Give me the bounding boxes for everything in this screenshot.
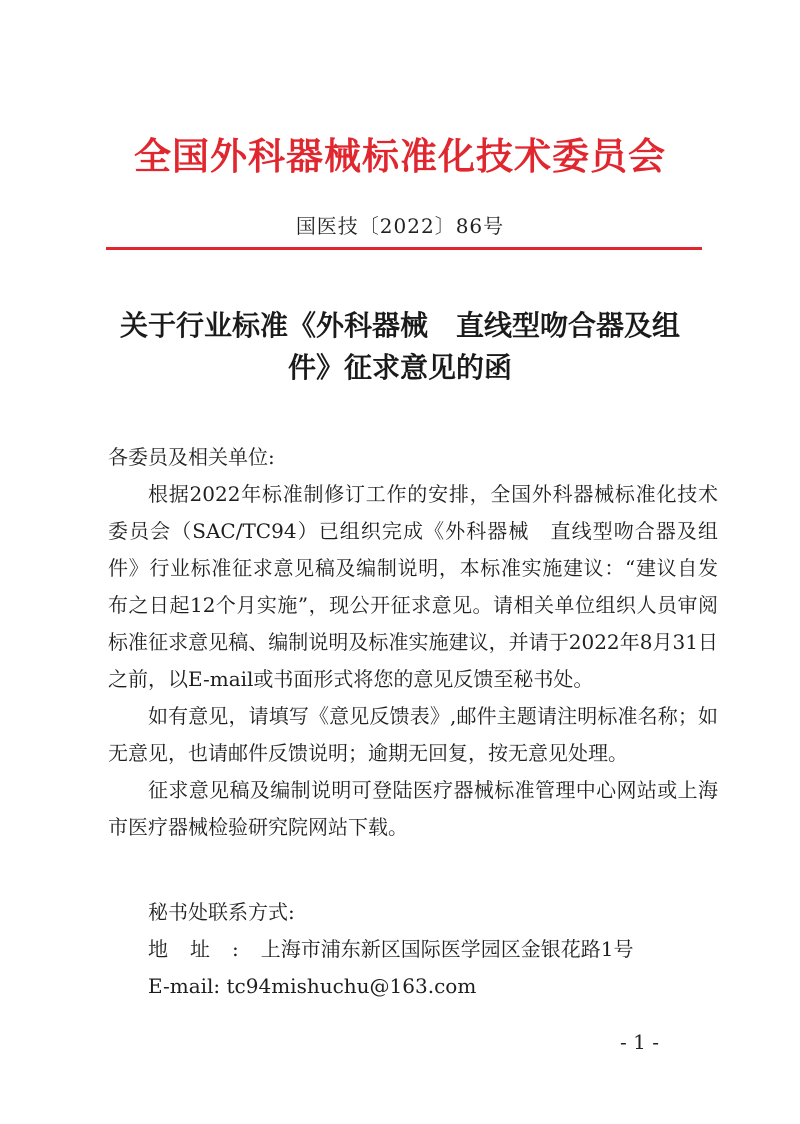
email-label: E-mail: [148, 974, 221, 998]
contact-address [148, 931, 728, 968]
email-value: tc94mishuchu@163.com [226, 974, 477, 998]
contact-email [148, 968, 728, 1005]
letter-body [108, 439, 718, 846]
salutation: 各委员及相关单位: [108, 445, 275, 469]
document-title-line-1: 关于行业标准《外科器械 直线型吻合器及组 [119, 309, 680, 342]
contact-heading: 秘书处联系方式: [148, 900, 295, 924]
document-title-line-2: 件》征求意见的函 [287, 351, 512, 384]
body-paragraph-3: 征求意见稿及编制说明可登陆医疗器械标准管理中心网站或上海市医疗器械检验研究院网站下载。 [108, 778, 718, 839]
document-number: 国医技〔2022〕86号 [295, 214, 505, 238]
issuing-organization-title: 全国外科器械标准化技术委员会 [134, 134, 666, 178]
red-separator-line [106, 247, 702, 250]
body-paragraph-2: 如有意见，请填写《意见反馈表》,邮件主题请注明标准名称；如无意见，也请邮件反馈说明；逾期无回复，按无意见处理。 [108, 704, 718, 765]
document-title [95, 305, 705, 389]
secretariat-contact [148, 894, 728, 1005]
body-paragraph-1: 根据2022年标准制修订工作的安排，全国外科器械标准化技术委员会（SAC/TC94）已组织完成《外科器械 直线型吻合器及组件》行业标准征求意见稿及编制说明，本标准实施建议：“建议自发布之日起12个月实施”，现公开征求意见。请相关单位组织人员审阅标准征求意见稿、编制说明及标准实施建议，并请于2022年8月31日之前，以E-mail或书面形式将您的意见反馈至秘书处。 [108, 482, 718, 691]
address-value: 上海市浦东新区国际医学园区金银花路1号 [260, 937, 634, 961]
page-number: - 1 - [620, 1030, 659, 1054]
address-label: 地址: [148, 937, 261, 961]
